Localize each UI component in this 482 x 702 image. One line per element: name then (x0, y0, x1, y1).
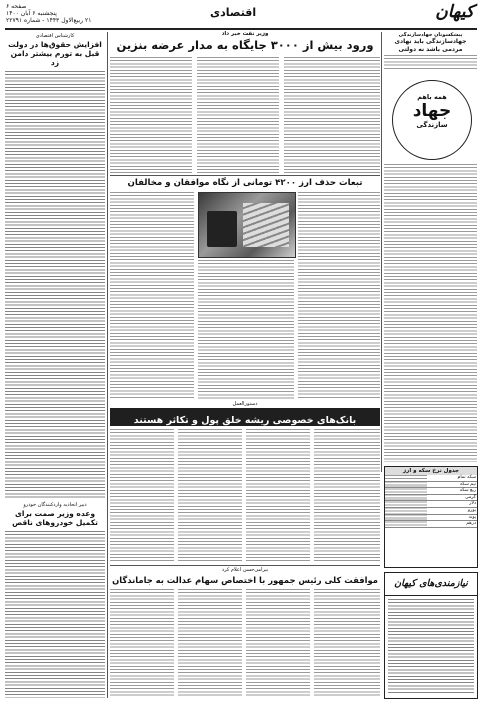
president-text-col-3 (246, 589, 310, 698)
banks-headline: بانک‌های خصوصی ریشه خلق پول و تکاثر هستند (133, 415, 357, 426)
lead-text-col-2 (197, 57, 279, 173)
banks-headline-bar (110, 408, 380, 426)
president-divider (110, 565, 380, 566)
table-row (385, 501, 477, 508)
table-row (385, 481, 477, 488)
right-intro-text (384, 55, 477, 69)
money-photo (198, 192, 296, 258)
right-column-rule (381, 32, 382, 472)
banks-text-col-4 (314, 429, 380, 562)
lead-text-col-3 (284, 57, 380, 173)
right-headline: جهادسازندگی باید نهادی مردمی باشد نه دولتی (394, 38, 467, 53)
table-cell: پوند (427, 514, 477, 521)
lead-headline: ورود بیش از ۳۰۰۰ جایگاه به مدار عرضه بنزین (116, 38, 374, 52)
left-sub-kicker: دبیر اتحادیه واردکنندگان خودرو (23, 502, 87, 508)
table-cell: ربع سکه (427, 488, 477, 495)
president-text-col-1 (110, 589, 174, 698)
table-row (385, 514, 477, 521)
masthead (0, 0, 482, 30)
left-headline: افزایش حقوق‌ها در دولت قبل به تورم بیشتر دامن زد (8, 40, 102, 67)
issue-line: ۲۱ ربیع‌الاول ۱۴۴۳ - شماره ۲۲۷۹۱ (6, 17, 92, 24)
exchange-text-col-1 (110, 192, 194, 400)
coin-table (384, 466, 478, 568)
classified-ad (384, 572, 478, 699)
table-cell: سکه تمام (427, 475, 477, 481)
date-line: پنجشنبه ۶ آبان ۱۴۰۰ (6, 10, 57, 17)
jahad-logo-top: همه باهم (417, 93, 447, 101)
masthead-logo (400, 2, 474, 24)
president-headline: موافقت کلی رئیس جمهور با اختصاص سهام عدالت به جاماندگان (112, 575, 378, 585)
left-sub-article-text (5, 531, 105, 698)
banks-text-col-3 (246, 429, 310, 562)
table-row (385, 494, 477, 501)
exchange-text-col-3 (298, 192, 380, 400)
jahad-logo (392, 80, 472, 160)
exchange-divider (110, 175, 380, 176)
page-label: صفحه ۶ (6, 3, 27, 10)
left-sub-headline: وعده وزیر صمت برای تکمیل خودروهای ناقص (12, 509, 98, 527)
table-row (385, 507, 477, 514)
exchange-headline: تبعات حذف ارز ۴۲۰۰ تومانی از نگاه موافقان و مخالفان (127, 178, 363, 188)
calculator-shape (207, 211, 237, 247)
banks-kicker: دستورالعمل (232, 401, 258, 407)
masthead-divider (5, 28, 477, 30)
president-kicker: بیرامی‌حسن اعلام کرد (221, 567, 269, 573)
lead-text-col-1 (110, 57, 192, 173)
classified-ad-title: نیازمندی‌های کیهان (385, 573, 477, 596)
section-title: اقتصادی (210, 6, 257, 19)
classified-ad-text (388, 599, 474, 695)
banknotes-shape (243, 203, 289, 247)
table-cell: نیم سکه (427, 481, 477, 488)
logo-text: کیهان (435, 2, 474, 22)
banks-text-col-2 (178, 429, 242, 562)
coin-table-grid (385, 475, 477, 528)
right-kicker: پیشکسوتان جهادسازندگی (398, 32, 463, 38)
exchange-text-col-2 (198, 260, 294, 400)
left-kicker: کارشناس اقتصادی (35, 33, 75, 39)
table-cell: دلار (427, 501, 477, 508)
left-column-rule (107, 32, 108, 698)
jahad-logo-title: جهاد (412, 101, 452, 121)
left-column (5, 32, 105, 698)
table-row (385, 521, 477, 528)
table-cell: یورو (427, 507, 477, 514)
left-article-text (5, 71, 105, 499)
table-row (385, 488, 477, 495)
lead-kicker: وزیر نفت خبر داد (221, 31, 269, 37)
table-cell: درهم (427, 521, 477, 528)
president-text-col-4 (314, 589, 380, 698)
table-cell: گرمی (427, 494, 477, 501)
coin-table-title: جدول نرخ سکه و ارز (385, 467, 477, 475)
president-text-col-2 (178, 589, 242, 698)
right-body-text (384, 164, 477, 462)
banks-text-col-1 (110, 429, 174, 562)
jahad-logo-bottom: سازندگی (416, 121, 448, 129)
